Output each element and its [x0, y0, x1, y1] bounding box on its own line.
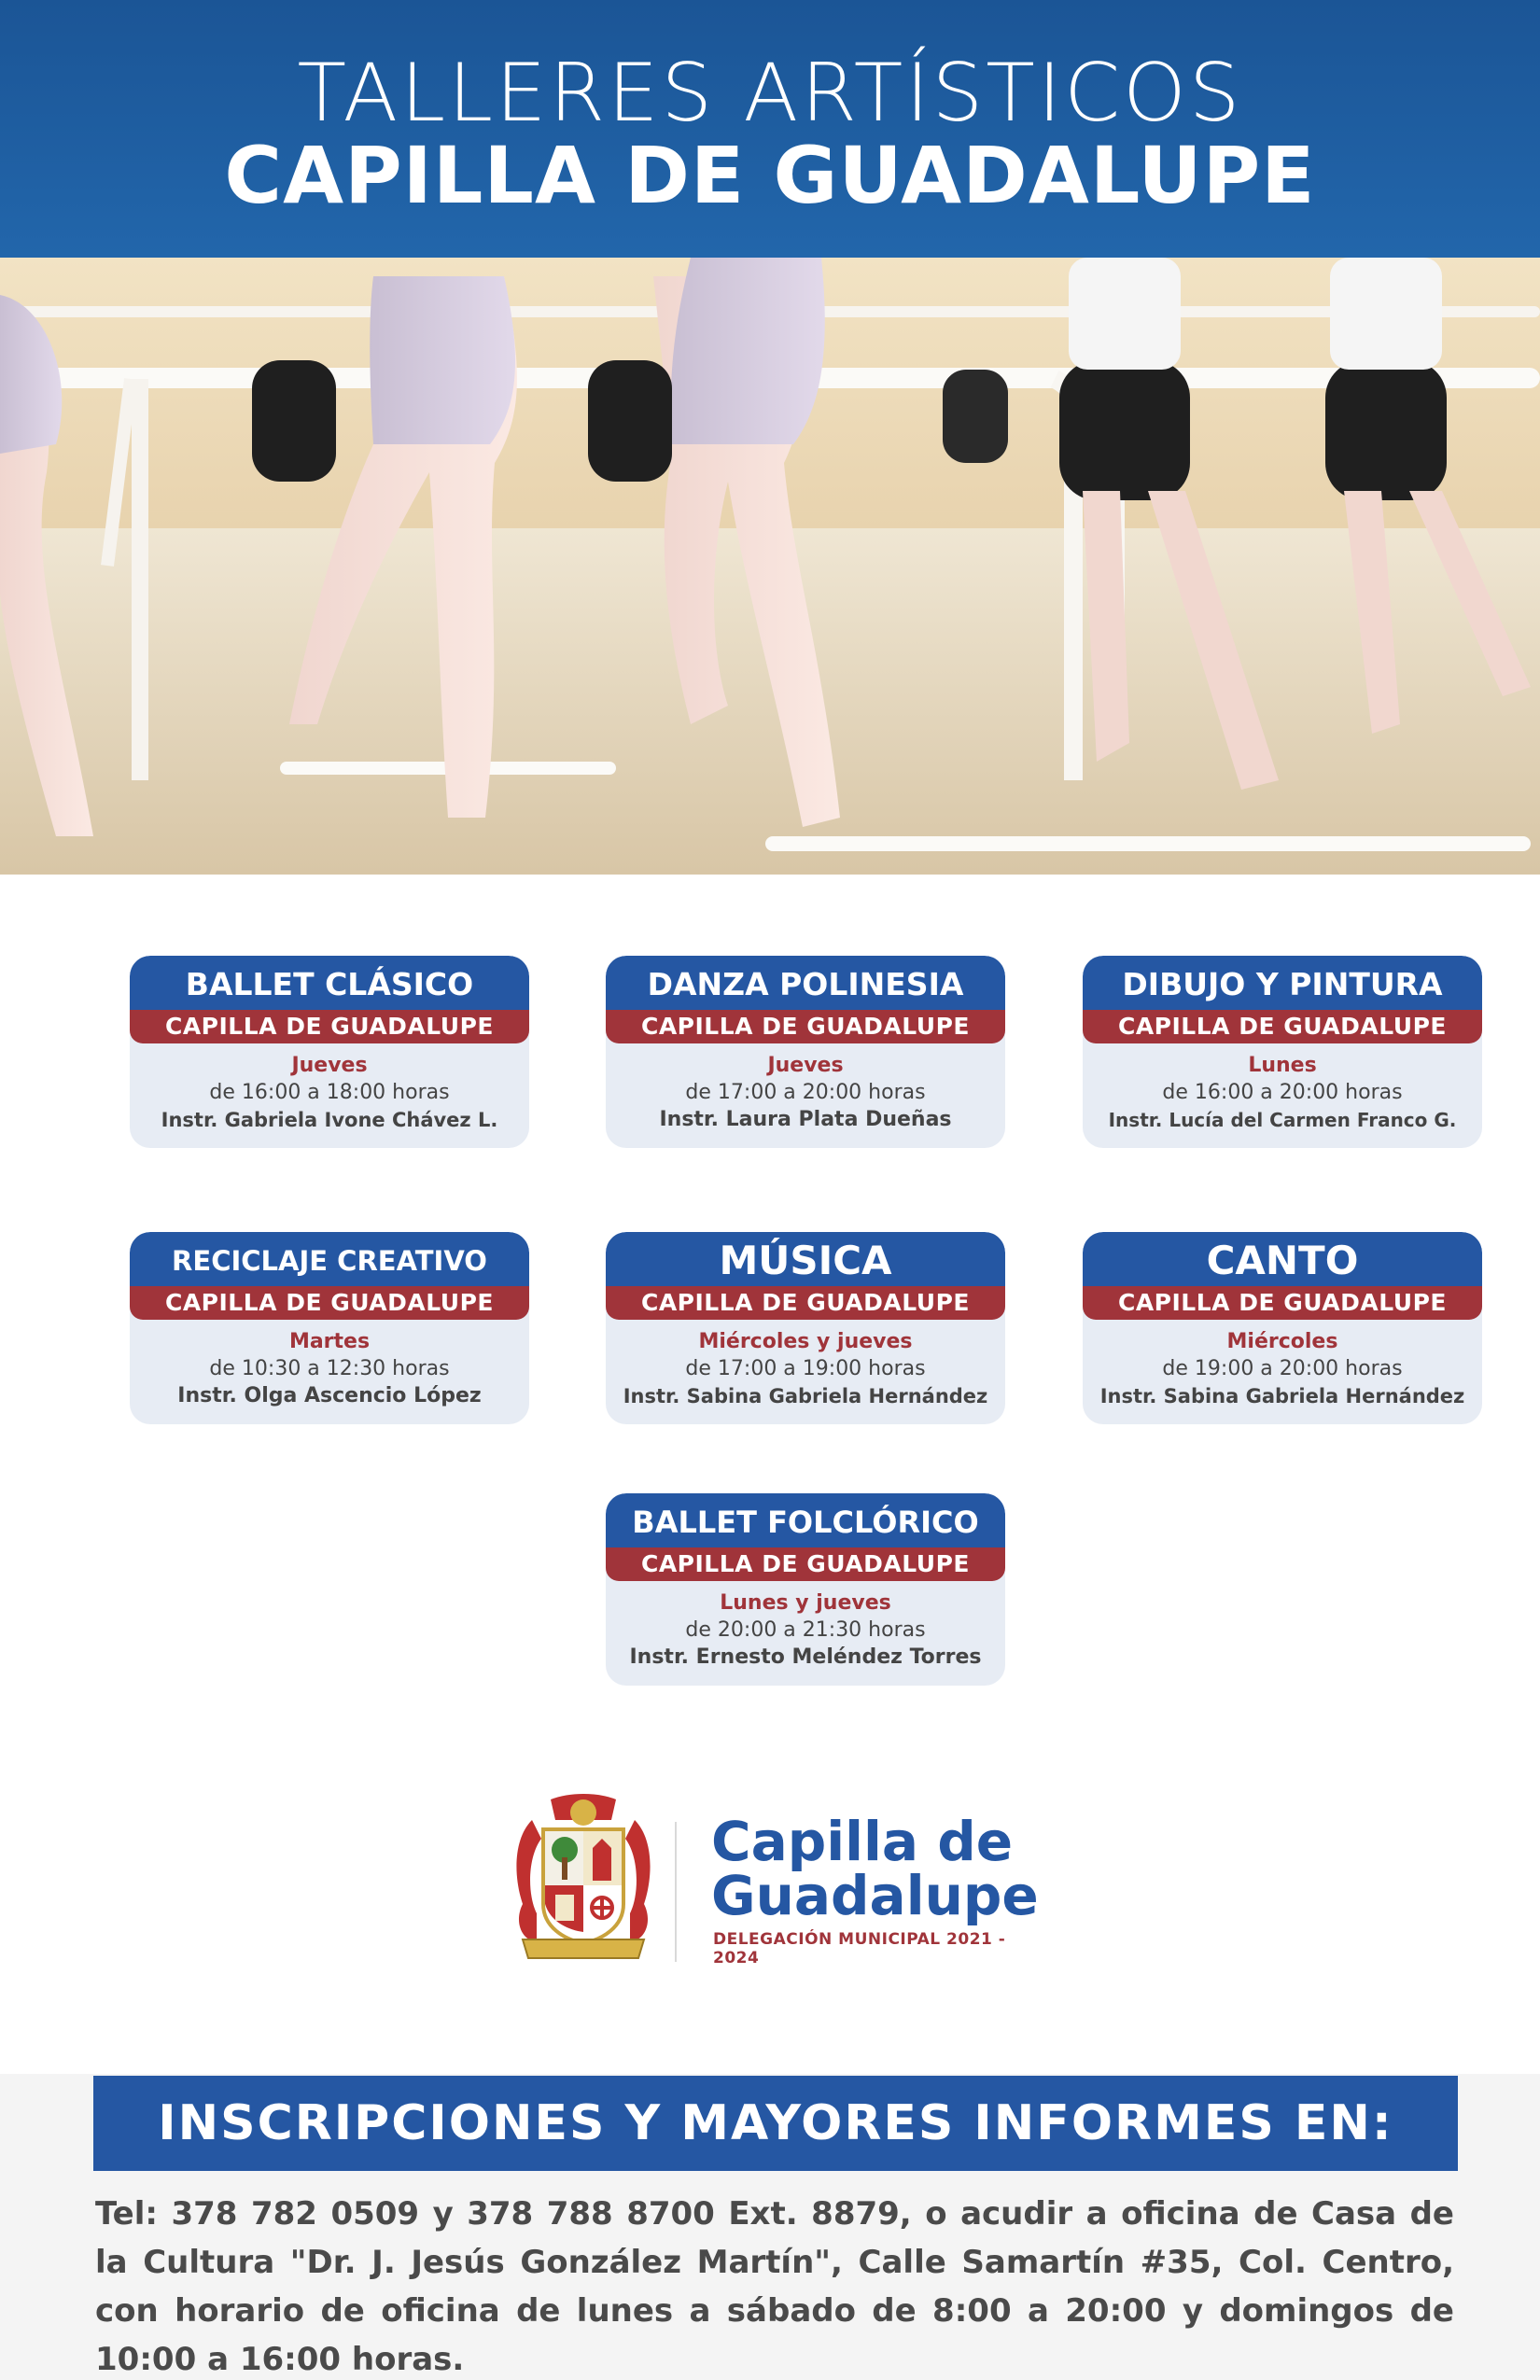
workshop-title: DANZA POLINESIA — [606, 956, 1005, 1010]
logo-name-line1: Capilla de — [711, 1810, 1014, 1873]
workshop-place: CAPILLA DE GUADALUPE — [130, 1010, 529, 1043]
workshop-time: de 17:00 a 20:00 horas — [685, 1081, 926, 1104]
workshop-instructor: Instr. Sabina Gabriela Hernández — [1099, 1385, 1465, 1407]
workshop-card — [1083, 956, 1482, 1148]
logo-divider — [675, 1822, 677, 1962]
page-title-line2: CAPILLA DE GUADALUPE — [224, 130, 1316, 221]
workshop-card — [1083, 1232, 1482, 1424]
contact-info: Tel: 378 782 0509 y 378 788 8700 Ext. 8879, o acudir a oficina de Casa de la Cultura "Dr. J. Jesús González Martín", Calle Samartín #35, Col. Centro, con horario de oficina de lunes a sábado de 8:00 a 20:00 y domingos de 10:00 a 16:00 horas. — [95, 2195, 1454, 2378]
workshop-place: CAPILLA DE GUADALUPE — [606, 1286, 1005, 1320]
workshop-title: MÚSICA — [606, 1232, 1005, 1286]
workshop-place: CAPILLA DE GUADALUPE — [1083, 1010, 1482, 1043]
ballet-photo-illustration — [0, 258, 1540, 875]
workshop-day: Jueves — [767, 1054, 844, 1077]
workshop-instructor: Instr. Gabriela Ivone Chávez L. — [161, 1109, 498, 1131]
registration-banner: INSCRIPCIONES Y MAYORES INFORMES EN: — [93, 2076, 1458, 2171]
workshop-title: CANTO — [1083, 1232, 1482, 1286]
workshop-day: Martes — [288, 1330, 371, 1353]
logo-name — [711, 1810, 1039, 1927]
workshop-card — [130, 956, 529, 1148]
coat-of-arms-icon — [513, 1792, 653, 1965]
workshop-card — [606, 1493, 1005, 1686]
workshop-title: RECICLAJE CREATIVO — [130, 1232, 529, 1286]
workshop-card — [606, 1232, 1005, 1424]
workshop-day: Lunes y jueves — [720, 1591, 891, 1615]
workshop-card — [130, 1232, 529, 1424]
workshop-day: Jueves — [291, 1054, 368, 1077]
logo-name-line2: Guadalupe — [711, 1864, 1039, 1927]
workshop-title: DIBUJO Y PINTURA — [1083, 956, 1482, 1010]
workshop-time: de 16:00 a 20:00 horas — [1162, 1081, 1403, 1104]
workshop-instructor: Instr. Olga Ascencio López — [177, 1384, 482, 1407]
workshop-day: Lunes — [1248, 1054, 1317, 1077]
workshop-time: de 10:30 a 12:30 horas — [209, 1357, 450, 1380]
workshop-time: de 19:00 a 20:00 horas — [1162, 1357, 1403, 1380]
page-title-line1: TALLERES ARTÍSTICOS — [297, 47, 1243, 140]
workshop-title: BALLET CLÁSICO — [130, 956, 529, 1010]
workshop-time: de 17:00 a 19:00 horas — [685, 1357, 926, 1380]
workshop-instructor: Instr. Sabina Gabriela Hernández — [623, 1385, 988, 1407]
workshop-title: BALLET FOLCLÓRICO — [606, 1493, 1005, 1547]
workshop-place: CAPILLA DE GUADALUPE — [606, 1547, 1005, 1581]
ballet-class-photo — [0, 258, 1540, 875]
workshop-day: Miércoles y jueves — [698, 1330, 913, 1353]
workshop-place: CAPILLA DE GUADALUPE — [1083, 1286, 1482, 1320]
municipal-logo — [513, 1792, 1039, 1969]
workshop-place: CAPILLA DE GUADALUPE — [130, 1286, 529, 1320]
workshop-instructor: Instr. Laura Plata Dueñas — [659, 1108, 952, 1131]
workshop-time: de 16:00 a 18:00 horas — [209, 1081, 450, 1104]
workshop-day: Miércoles — [1226, 1330, 1338, 1353]
workshop-card — [606, 956, 1005, 1148]
page-header — [0, 0, 1540, 258]
workshop-instructor: Instr. Lucía del Carmen Franco G. — [1108, 1109, 1457, 1131]
workshop-time: de 20:00 a 21:30 horas — [685, 1618, 926, 1642]
workshop-instructor: Instr. Ernesto Meléndez Torres — [629, 1645, 982, 1669]
workshop-place: CAPILLA DE GUADALUPE — [606, 1010, 1005, 1043]
logo-subtitle: DELEGACIÓN MUNICIPAL 2021 - 2024 — [713, 1930, 1006, 1967]
